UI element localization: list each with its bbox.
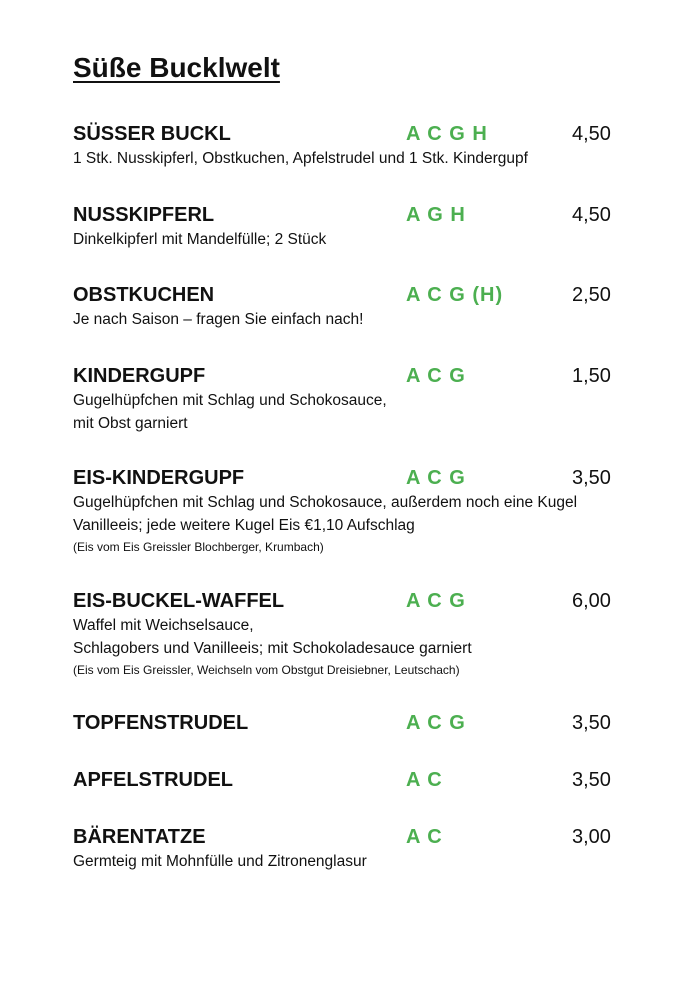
menu-item-suesser-buckl <box>73 121 663 170</box>
item-allergens: A G H <box>406 204 466 226</box>
item-description: Vanilleeis; jede weitere Kugel Eis €1,10 Aufschlag <box>73 517 415 534</box>
item-description: Gugelhüpfchen mit Schlag und Schokosauce, <box>73 392 387 409</box>
item-note: (Eis vom Eis Greissler Blochberger, Krumbach) <box>73 540 324 554</box>
item-price: 4,50 <box>572 123 611 145</box>
menu-item-nusskipferl <box>73 202 663 251</box>
item-price: 3,00 <box>572 826 611 848</box>
item-name: SÜSSER BUCKL <box>73 123 231 145</box>
menu-item-obstkuchen <box>73 282 663 331</box>
item-note: (Eis vom Eis Greissler, Weichseln vom Obstgut Dreisiebner, Leutschach) <box>73 663 460 677</box>
item-name: TOPFENSTRUDEL <box>73 712 249 734</box>
item-description: Gugelhüpfchen mit Schlag und Schokosauce, außerdem noch eine Kugel <box>73 494 578 511</box>
item-allergens: A C G <box>406 590 466 612</box>
item-description: Je nach Saison – fragen Sie einfach nach! <box>73 311 364 328</box>
item-price: 3,50 <box>572 769 611 791</box>
item-description: 1 Stk. Nusskipferl, Obstkuchen, Apfelstrudel und 1 Stk. Kindergupf <box>73 150 528 167</box>
menu-item-eis-kindergupf <box>73 465 663 557</box>
item-name: EIS-BUCKEL-WAFFEL <box>73 590 285 612</box>
menu-item-apfelstrudel <box>73 767 663 793</box>
item-description: Waffel mit Weichselsauce, <box>73 617 254 634</box>
item-name: OBSTKUCHEN <box>73 284 215 306</box>
item-name: KINDERGUPF <box>73 365 206 387</box>
item-price: 3,50 <box>572 712 611 734</box>
item-description: mit Obst garniert <box>73 415 188 432</box>
item-price: 6,00 <box>572 590 611 612</box>
item-allergens: A C G <box>406 365 466 387</box>
item-price: 1,50 <box>572 365 611 387</box>
page-title: Süße Bucklwelt <box>73 52 280 83</box>
item-allergens: A C <box>406 769 443 791</box>
item-allergens: A C G <box>406 712 466 734</box>
item-name: APFELSTRUDEL <box>73 769 233 791</box>
item-price: 4,50 <box>572 204 611 226</box>
item-name: EIS-KINDERGUPF <box>73 467 245 489</box>
item-price: 2,50 <box>572 284 611 306</box>
item-name: NUSSKIPFERL <box>73 204 215 226</box>
menu-item-topfenstrudel <box>73 710 663 736</box>
item-allergens: A C G <box>406 467 466 489</box>
item-price: 3,50 <box>572 467 611 489</box>
menu-item-eis-buckel-waffel <box>73 588 663 680</box>
menu-item-baerentatze <box>73 824 663 873</box>
item-description: Schlagobers und Vanilleeis; mit Schokoladesauce garniert <box>73 640 472 657</box>
menu-item-kindergupf <box>73 363 663 435</box>
item-allergens: A C G (H) <box>406 284 504 306</box>
item-description: Germteig mit Mohnfülle und Zitronenglasur <box>73 853 367 870</box>
item-allergens: A C G H <box>406 123 488 145</box>
item-description: Dinkelkipferl mit Mandelfülle; 2 Stück <box>73 231 327 248</box>
item-name: BÄRENTATZE <box>73 826 206 848</box>
item-allergens: A C <box>406 826 443 848</box>
